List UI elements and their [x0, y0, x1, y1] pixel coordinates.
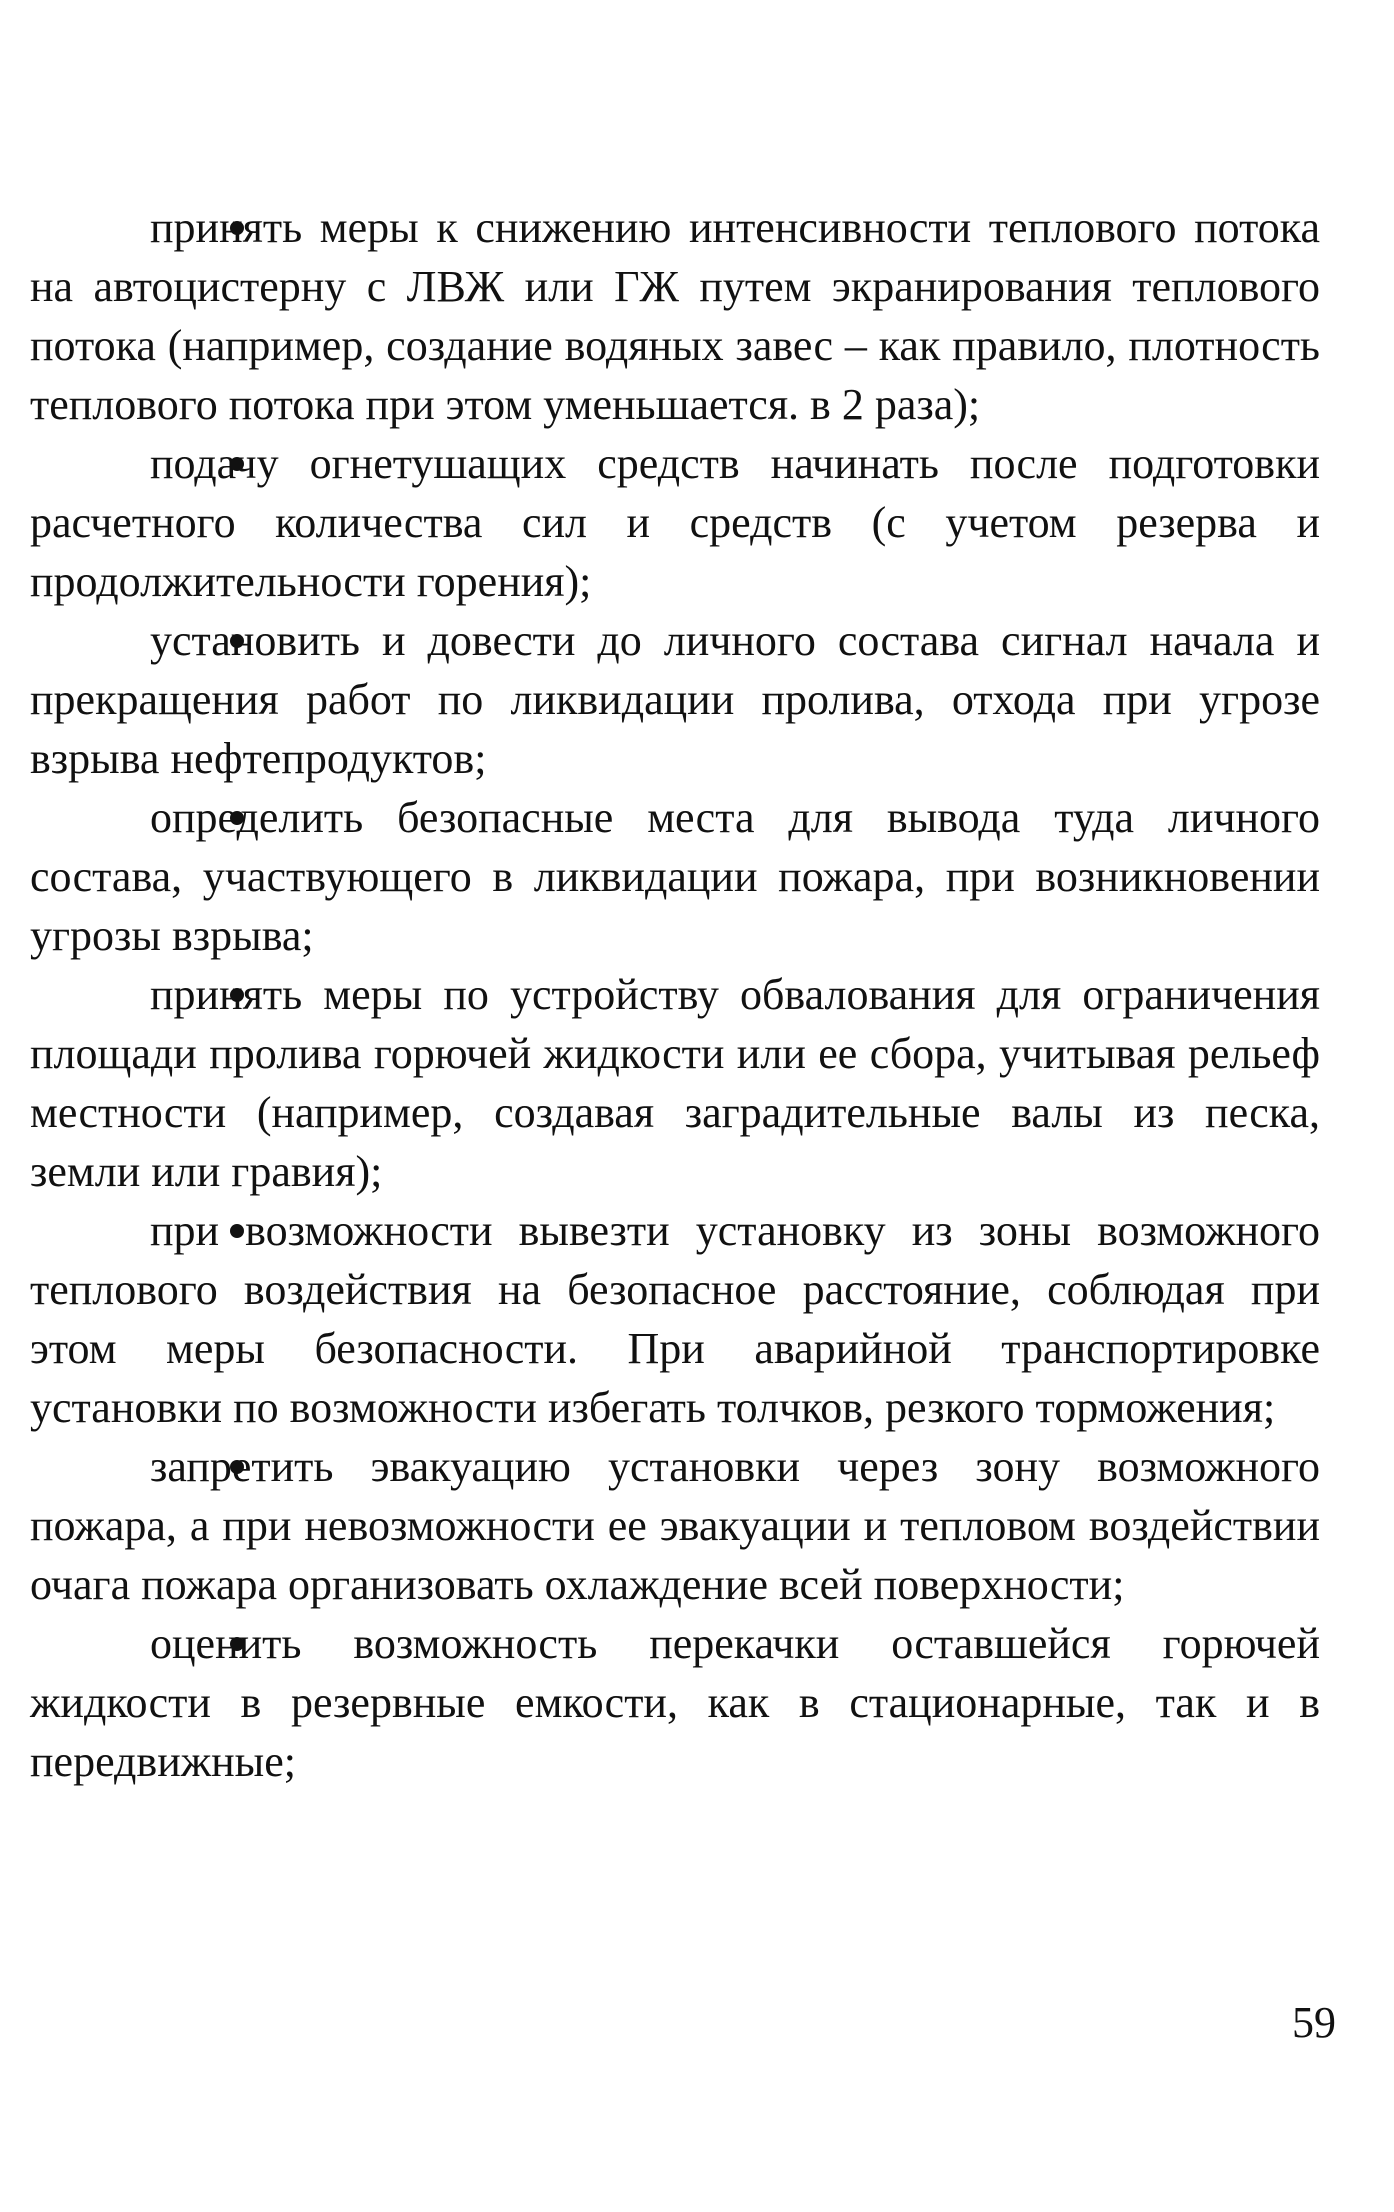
- list-item-text: оценить возможность перекачки оставшейся горючей жидкости в резервные емкости, как в стационарные, так и в передвижные;: [30, 1619, 1320, 1786]
- list-item: [30, 965, 1320, 1201]
- list-item-text: принять меры к снижению интенсивности теплового потока на автоцистерну с ЛВЖ или ГЖ путем экранирования теплового потока (например, создание водяных завес – как правило, плотность теплового потока при этом уменьшается. в 2 раза);: [30, 203, 1320, 429]
- list-item-text: принять меры по устройству обвалования для ограничения площади пролива горючей жидкости или ее сбора, учитывая рельеф местности (например, создавая заградительные валы из песка, земли или гравия);: [30, 970, 1320, 1196]
- list-item: [30, 1614, 1320, 1791]
- list-item-text: подачу огнетушащих средств начинать после подготовки расчетного количества сил и средств (с учетом резерва и продолжительности горения);: [30, 439, 1320, 606]
- list-item-text: установить и довести до личного состава сигнал начала и прекращения работ по ликвидации пролива, отхода при угрозе взрыва нефтепродуктов;: [30, 616, 1320, 783]
- bullet-list: [30, 198, 1320, 1791]
- list-item: [30, 1201, 1320, 1437]
- list-item-text: определить безопасные места для вывода туда личного состава, участвующего в ликвидации пожара, при возникновении угрозы взрыва;: [30, 793, 1320, 960]
- page-number: 59: [1292, 1998, 1336, 2047]
- list-item: [30, 788, 1320, 965]
- list-item: [30, 611, 1320, 788]
- list-item-text: при возможности вывезти установку из зоны возможного теплового воздействия на безопасное расстояние, соблюдая при этом меры безопасности. При аварийной транспортировке установки по возможности избегать толчков, резкого торможения;: [30, 1206, 1320, 1432]
- list-item: [30, 1437, 1320, 1614]
- list-item: [30, 434, 1320, 611]
- list-item: [30, 198, 1320, 434]
- list-item-text: запретить эвакуацию установки через зону возможного пожара, а при невозможности ее эвакуации и тепловом воздействии очага пожара организовать охлаждение всей поверхности;: [30, 1442, 1320, 1609]
